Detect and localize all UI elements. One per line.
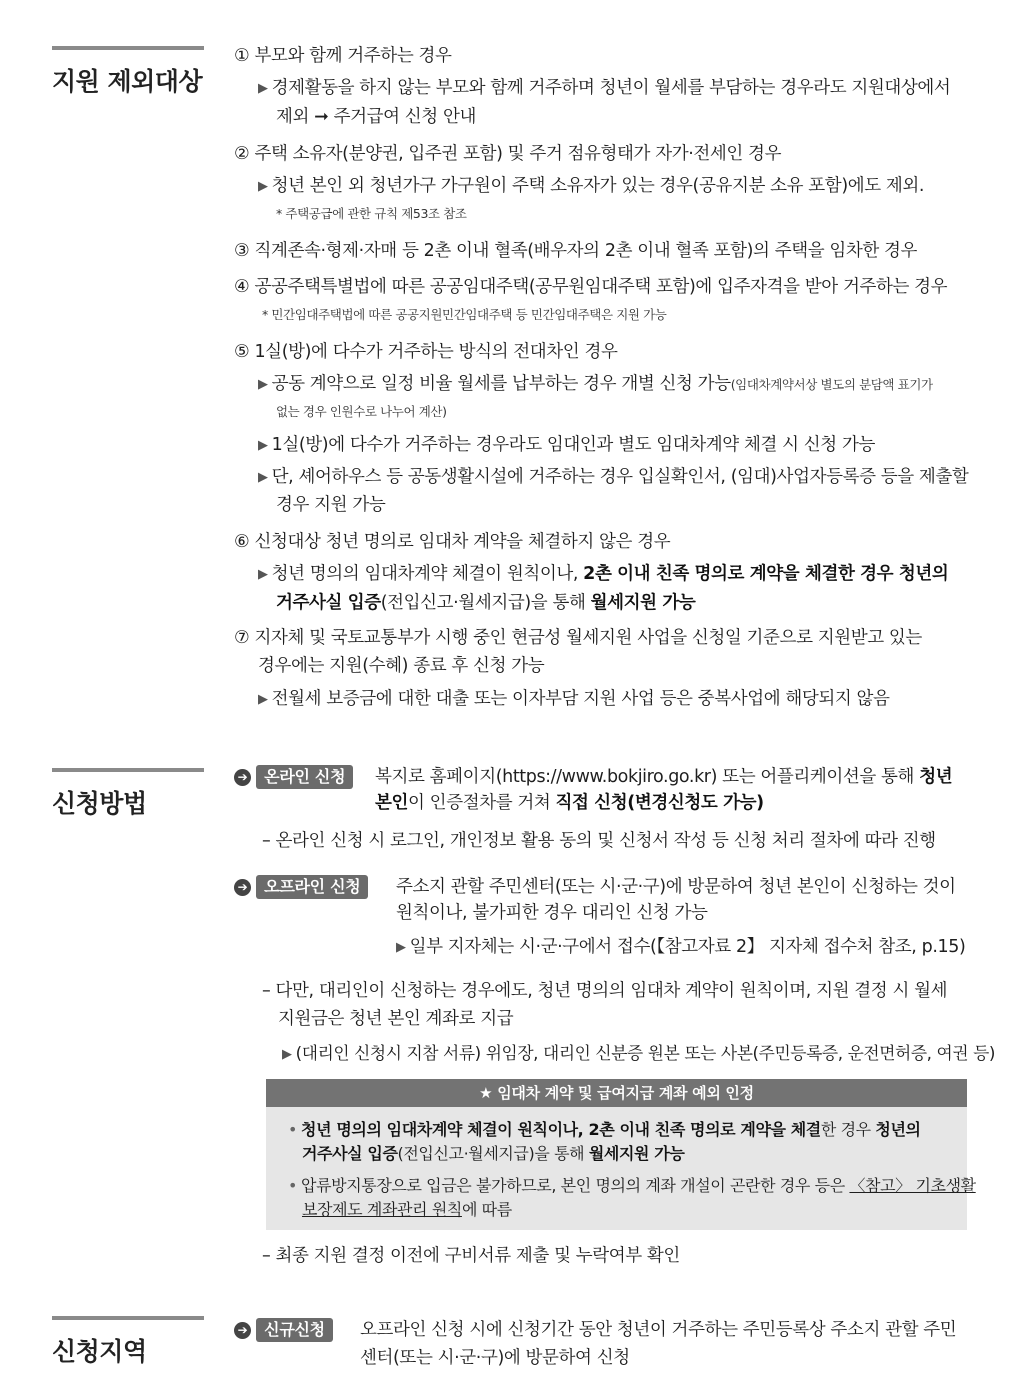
exception-box: [266, 1079, 976, 1230]
criteria-sub: ▶ 청년 명의의 임대차계약 체결이 원칙이나, 2촌 이내 친족 명의로 계약을 체결한 경우 청년의: [258, 564, 949, 584]
arrow-right-icon: ➔: [234, 769, 251, 786]
exception-bullet-cont: 거주사실 입증(전입신고·월세지급)을 통해 월세지원 가능: [302, 1144, 685, 1163]
criteria-sub-cont: 거주사실 입증(전입신고·월세지급)을 통해 월세지원 가능: [276, 593, 696, 613]
proxy-dash-note-cont: 지원금은 청년 본인 계좌로 지급: [278, 1009, 514, 1029]
criteria-sub-cont: 제외 ➞ 주거급여 신청 안내: [276, 107, 476, 127]
criteria-item: ④ 공공주택특별법에 따른 공공임대주택(공무원임대주택 포함)에 입주자격을 받아 거주하는 경우: [234, 277, 948, 297]
new-application: [234, 1316, 333, 1344]
exception-box-title: ★ 임대차 계약 및 급여지급 계좌 예외 인정: [266, 1079, 967, 1107]
criteria-item: ① 부모와 함께 거주하는 경우: [234, 46, 452, 66]
exception-bullet: • 압류방지통장으로 입금은 불가하므로, 본인 명의의 계좌 개설이 곤란한 경우 등은 〈참고〉 기초생활: [288, 1176, 976, 1195]
new-application-tag: 신규신청: [256, 1318, 333, 1342]
final-dash-note: – 최종 지원 결정 이전에 구비서류 제출 및 누락여부 확인: [262, 1246, 680, 1266]
section-divider: [52, 46, 204, 50]
offline-desc-cont: 원칙이나, 불가피한 경우 대리인 신청 가능: [396, 903, 708, 923]
arrow-right-icon: ➔: [234, 1322, 251, 1339]
section-title-exclusion: 지원 제외대상: [52, 67, 203, 96]
section-title-method: 신청방법: [52, 789, 147, 818]
criteria-sub: ▶ 단, 셰어하우스 등 공동생활시설에 거주하는 경우 입실확인서, (임대)사업자등록증 등을 제출할: [258, 467, 969, 487]
criteria-note: * 주택공급에 관한 규칙 제53조 참조: [276, 206, 467, 221]
online-method: [234, 763, 353, 791]
criteria-item: ⑦ 지자체 및 국토교통부가 시행 중인 현금성 월세지원 사업을 신청일 기준으로 지원받고 있는: [234, 628, 922, 648]
online-tag: 온라인 신청: [256, 765, 353, 789]
criteria-item: ⑤ 1실(방)에 다수가 거주하는 방식의 전대차인 경우: [234, 342, 618, 362]
dot-bullet-icon: •: [288, 1120, 298, 1139]
triangle-bullet-icon: ▶: [258, 470, 268, 485]
criteria-item: ② 주택 소유자(분양권, 입주권 포함) 및 주거 점유형태가 자가·전세인 경우: [234, 144, 782, 164]
offline-method: [234, 873, 368, 901]
online-dash-note: – 온라인 신청 시 로그인, 개인정보 활용 동의 및 신청서 작성 등 신청 처리 절차에 따라 진행: [262, 831, 936, 851]
new-application-desc: 오프라인 신청 시에 신청기간 동안 청년이 거주하는 주민등록상 주소지 관할 주민: [360, 1320, 957, 1340]
arrow-right-icon: ➔: [234, 879, 251, 896]
triangle-bullet-icon: ▶: [258, 81, 268, 96]
criteria-sub-cont: 없는 경우 인원수로 나누어 계산): [276, 404, 447, 419]
triangle-bullet-icon: ▶: [258, 179, 268, 194]
criteria-note: * 민간임대주택법에 따른 공공지원민간임대주택 등 민간임대주택은 지원 가능: [262, 307, 667, 322]
triangle-bullet-icon: ▶: [282, 1047, 292, 1062]
triangle-bullet-icon: ▶: [396, 940, 406, 955]
criteria-sub: ▶ 전월세 보증금에 대한 대출 또는 이자부담 지원 사업 등은 중복사업에 해당되지 않음: [258, 689, 890, 709]
criteria-sub: ▶ 1실(방)에 다수가 거주하는 경우라도 임대인과 별도 임대차계약 체결 시 신청 가능: [258, 435, 875, 455]
exception-bullet-cont: 보장제도 계좌관리 원칙에 따름: [302, 1200, 512, 1219]
triangle-bullet-icon: ▶: [258, 692, 268, 707]
offline-desc: 주소지 관할 주민센터(또는 시·군·구)에 방문하여 청년 본인이 신청하는 것이: [396, 877, 956, 897]
criteria-item: ③ 직계존속·형제·자매 등 2촌 이내 혈족(배우자의 2촌 이내 혈족 포함)의 주택을 임차한 경우: [234, 241, 918, 261]
criteria-sub: ▶ 청년 본인 외 청년가구 가구원이 주택 소유자가 있는 경우(공유지분 소유 포함)에도 제외.: [258, 176, 925, 196]
dot-bullet-icon: •: [288, 1176, 298, 1195]
triangle-bullet-icon: ▶: [258, 377, 268, 392]
proxy-dash-note: – 다만, 대리인이 신청하는 경우에도, 청년 명의의 임대차 계약이 원칙이며, 지원 결정 시 월세: [262, 981, 948, 1001]
new-application-desc-cont: 센터(또는 시·군·구)에 방문하여 신청: [360, 1348, 630, 1368]
online-desc-cont: 본인이 인증절차를 거쳐 직접 신청(변경신청도 가능): [375, 793, 764, 813]
criteria-item-cont: 경우에는 지원(수혜) 종료 후 신청 가능: [258, 656, 545, 676]
offline-sub: ▶ 일부 지자체는 시·군·구에서 접수(【참고자료 2】 지자체 접수처 참조, p.15): [396, 937, 966, 957]
triangle-bullet-icon: ▶: [258, 438, 268, 453]
criteria-sub: ▶ 경제활동을 하지 않는 부모와 함께 거주하며 청년이 월세를 부담하는 경우라도 지원대상에서: [258, 78, 951, 98]
proxy-docs: ▶ (대리인 신청시 지참 서류) 위임장, 대리인 신분증 원본 또는 사본(주민등록증, 운전면허증, 여권 등): [282, 1043, 996, 1063]
triangle-bullet-icon: ▶: [258, 567, 268, 582]
section-divider: [52, 1316, 204, 1320]
online-desc: 복지로 홈페이지(https://www.bokjiro.go.kr) 또는 어플리케이션을 통해 청년: [375, 767, 953, 787]
offline-tag: 오프라인 신청: [256, 875, 368, 899]
exception-bullet: • 청년 명의의 임대차계약 체결이 원칙이나, 2촌 이내 친족 명의로 계약을 체결한 경우 청년의: [288, 1120, 921, 1139]
criteria-sub: ▶ 공동 계약으로 일정 비율 월세를 납부하는 경우 개별 신청 가능(임대차계약서상 별도의 분담액 표기가: [258, 374, 933, 394]
section-title-region: 신청지역: [52, 1337, 147, 1366]
section-divider: [52, 768, 204, 772]
criteria-sub-cont: 경우 지원 가능: [276, 495, 386, 515]
criteria-item: ⑥ 신청대상 청년 명의로 임대차 계약을 체결하지 않은 경우: [234, 532, 671, 552]
